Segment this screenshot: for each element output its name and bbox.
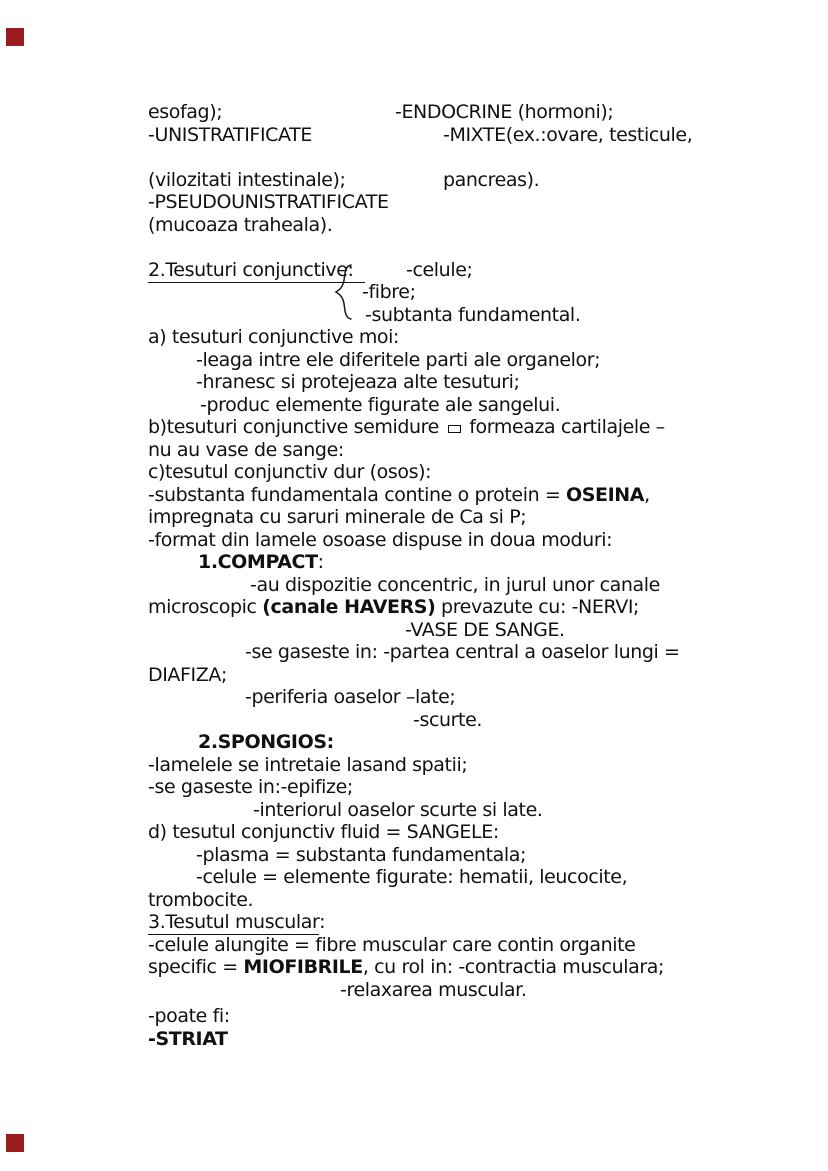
text-line [148,124,312,146]
text-segment: -subtanta fundamental. [365,304,581,326]
text-line [443,124,692,146]
text-segment: -lamelele se intretaie lasand spatii; [148,754,468,776]
text-line [196,349,600,371]
text-segment: -celule; [406,259,473,281]
text-segment: -au dispozitie concentric, in jurul unor canale [250,574,660,596]
text-line [365,304,580,326]
text-segment: a) tesuturi conjunctive moi: [148,326,400,348]
text-segment: DIAFIZA; [148,664,227,686]
text-line [148,506,526,528]
text-segment: -substanta fundamentala contine o protein = [148,484,567,506]
text-line [148,439,344,461]
text-segment: -relaxarea muscular. [340,979,527,1001]
text-segment: OSEINA [566,484,645,506]
text-line [148,191,389,213]
red-square-marker-top [6,28,24,46]
text-line [340,979,526,1001]
text-segment: -format din lamele osoase dispuse in doua moduri: [148,529,613,551]
text-segment: -se gaseste in:-epifize; [148,776,353,798]
text-line [148,664,227,686]
text-line [196,866,627,888]
text-line [406,259,472,281]
text-line [148,101,222,123]
text-line [148,821,499,843]
text-line [198,551,324,573]
text-line [148,889,253,911]
text-line [198,731,334,753]
text-segment: prevazute cu: -NERVI; [435,596,640,618]
text-segment: pancreas). [443,169,540,191]
text-line [148,596,639,618]
text-segment: specific = [148,956,244,978]
text-segment: -plasma = substanta fundamentala; [196,844,526,866]
small-rectangle-glyph [448,425,461,433]
text-segment: trombocite. [148,889,254,911]
text-line [362,281,416,303]
text-line [405,619,565,641]
text-line [148,326,399,348]
red-square-marker-bottom [6,1134,24,1152]
text-segment: formeaza cartilajele – [463,416,665,438]
text-line [148,754,467,776]
text-line [148,169,346,191]
text-line [148,1028,228,1050]
text-line [148,911,325,933]
text-segment: esofag); [148,101,223,123]
text-segment: , [644,484,650,506]
text-line [148,776,353,798]
text-line [245,641,680,663]
text-segment: -leaga intre ele diferitele parti ale organelor; [196,349,601,371]
text-segment: -VASE DE SANGE. [405,619,565,641]
text-line [395,101,613,123]
text-line [200,394,560,416]
text-segment: (canale HAVERS) [262,596,436,618]
text-line [148,484,650,506]
text-segment: (vilozitati intestinale); [148,169,346,191]
text-segment: b)tesuturi conjunctive semidure [148,416,445,438]
text-segment: -fibre; [362,281,416,303]
text-segment: 3.Tesutul muscular [148,911,320,933]
text-line [250,574,660,596]
text-segment: -MIXTE(ex.:ovare, testicule, [443,124,693,146]
text-segment: microscopic [148,596,263,618]
text-line [148,529,612,551]
text-segment: MIOFIBRILE [243,956,363,978]
text-line [245,686,455,708]
text-segment: -STRIAT [148,1028,228,1050]
text-segment: , cu rol in: -contractia musculara; [362,956,664,978]
text-segment: : [319,911,326,933]
text-segment: 2.SPONGIOS: [198,731,334,753]
text-line [148,259,365,281]
text-segment: -celule = elemente figurate: hematii, leucocite, [196,866,628,888]
text-line [148,214,332,236]
text-segment: d) tesutul conjunctiv fluid = SANGELE: [148,821,499,843]
text-segment: nu au vase de sange: [148,439,344,461]
text-line [148,934,635,956]
text-segment: : [317,551,324,573]
text-segment: (mucoaza traheala). [148,214,333,236]
text-segment: -poate fi: [148,1005,230,1027]
text-segment: c)tesutul conjunctiv dur (osos): [148,461,432,483]
text-segment: -scurte. [413,709,483,731]
text-segment: -ENDOCRINE (hormoni); [395,101,614,123]
text-segment: -interiorul oaselor scurte si late. [253,799,543,821]
text-segment: 1.COMPACT [198,551,318,573]
text-line [148,1005,230,1027]
text-segment: 2.Tesuturi conjunctive: [148,259,365,281]
text-line [443,169,539,191]
text-line [413,709,482,731]
text-segment: -UNISTRATIFICATE [148,124,312,146]
text-line [148,461,431,483]
text-segment: impregnata cu saruri minerale de Ca si P; [148,506,527,528]
text-line [196,844,526,866]
text-segment: -celule alungite = fibre muscular care contin organite [148,934,636,956]
text-segment: -PSEUDOUNISTRATIFICATE [148,191,389,213]
text-line [253,799,543,821]
text-line [148,956,664,978]
text-segment: -produc elemente figurate ale sangelui. [200,394,561,416]
text-segment: -periferia oaselor –late; [245,686,456,708]
text-line [196,371,520,393]
text-segment: -hranesc si protejeaza alte tesuturi; [196,371,520,393]
text-line [148,416,665,438]
text-segment: -se gaseste in: -partea central a oaselor lungi = [245,641,680,663]
